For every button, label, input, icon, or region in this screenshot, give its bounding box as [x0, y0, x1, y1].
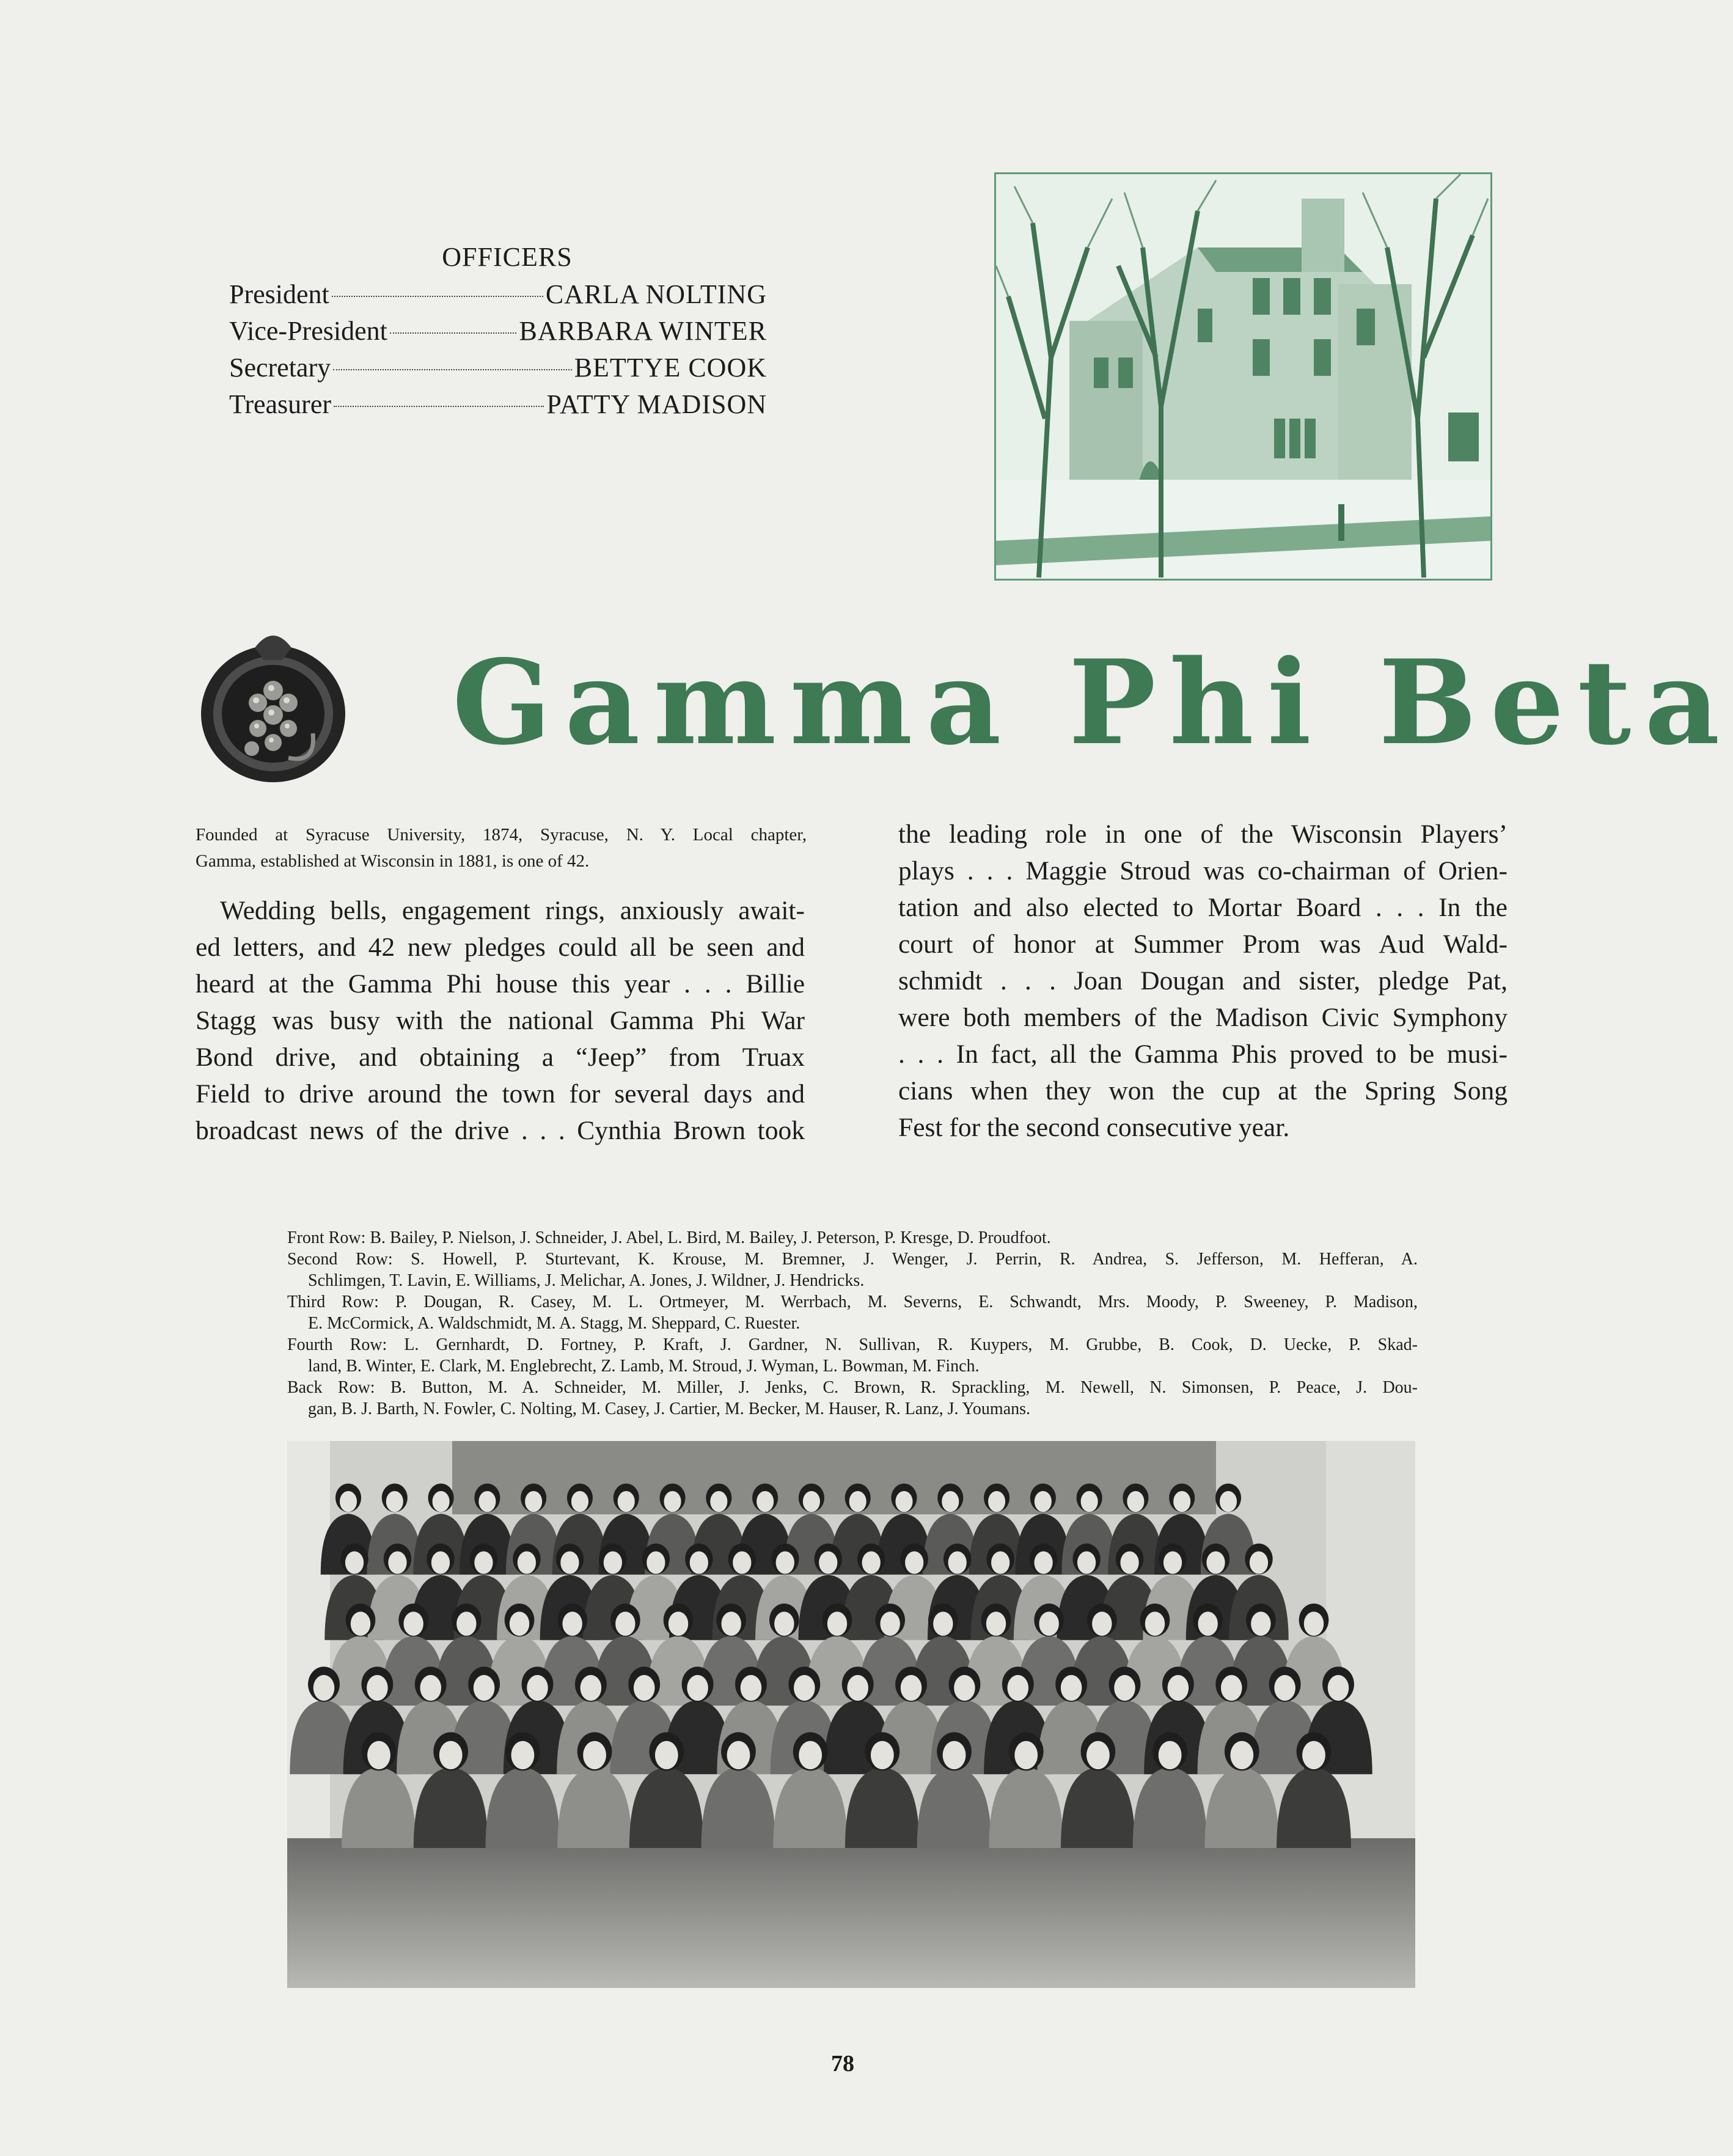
person-face — [943, 1741, 966, 1769]
person-face — [1163, 1552, 1182, 1574]
house-illustration — [996, 174, 1490, 579]
person-face — [847, 1675, 868, 1701]
person-face — [1127, 1491, 1144, 1512]
dotted-leader — [390, 332, 517, 334]
person-face — [776, 1552, 794, 1574]
officer-role: Treasurer — [229, 389, 331, 419]
caption-line: Schlimgen, T. Lavin, E. Williams, J. Melichar, A. Jones, J. Wildner, J. Hendricks. — [308, 1271, 865, 1290]
body-line: broadcast news of the drive . . . Cynthia Brown took — [196, 1116, 805, 1145]
person-face — [367, 1675, 388, 1701]
body-line: Fest for the second consecutive year. — [898, 1113, 1290, 1142]
person-face — [581, 1675, 602, 1701]
person-face — [634, 1675, 655, 1701]
person-face — [1274, 1675, 1295, 1701]
person-face — [901, 1675, 922, 1701]
person-face — [664, 1491, 681, 1512]
person-face — [862, 1552, 881, 1574]
person-face — [403, 1612, 423, 1636]
caption-line: Second Row: S. Howell, P. Sturtevant, K. Krouse, M. Bremner, J. Wenger, J. Perrin, R. Andrea, S. Jefferson, M. Hefferan, A. — [287, 1250, 1418, 1269]
body-line: tation and also elected to Mortar Board . . . In the — [898, 893, 1508, 922]
person-face — [1198, 1612, 1217, 1636]
person-face — [510, 1612, 529, 1636]
person-face — [562, 1612, 582, 1636]
person-face — [710, 1491, 727, 1512]
body-line: the leading role in one of the Wisconsin Players’ — [898, 820, 1508, 849]
person-face — [669, 1612, 688, 1636]
person-face — [1250, 1552, 1268, 1574]
person-face — [721, 1612, 741, 1636]
person-face — [1304, 1612, 1324, 1636]
person-face — [1302, 1741, 1325, 1769]
person-face — [313, 1675, 335, 1701]
person-face — [1034, 1552, 1052, 1574]
person-face — [1092, 1612, 1112, 1636]
dotted-leader — [334, 406, 544, 407]
person-face — [386, 1491, 403, 1512]
body-line: schmidt . . . Joan Dougan and sister, pledge Pat, — [898, 966, 1508, 996]
founded-line-2: Gamma, established at Wisconsin in 1881, is one of 42. — [196, 851, 590, 871]
page-title: Gamma Phi Beta — [452, 634, 1733, 771]
person-face — [1168, 1675, 1189, 1701]
officer-row-secretary — [229, 350, 767, 386]
person-face — [583, 1741, 606, 1769]
person-face — [988, 1491, 1005, 1512]
officer-name: BARBARA WINTER — [519, 316, 767, 346]
person-face — [474, 1675, 495, 1701]
person-face — [1159, 1741, 1182, 1769]
body-line: Field to drive around the town for several days and — [196, 1079, 805, 1109]
person-face — [1077, 1552, 1096, 1574]
officer-name: PATTY MADISON — [546, 389, 767, 419]
body-line: plays . . . Maggie Stroud was co-chairman of Orien- — [898, 856, 1508, 886]
person-face — [1035, 1491, 1052, 1512]
person-face — [340, 1491, 357, 1512]
person-face — [774, 1612, 794, 1636]
group-photo-caption — [287, 1227, 1418, 1420]
body-line: Wedding bells, engagement rings, anxiously await- — [220, 896, 805, 925]
person-face — [986, 1612, 1006, 1636]
officers-block — [229, 241, 767, 423]
person-face — [478, 1491, 496, 1512]
officer-row-vice-president — [229, 313, 767, 350]
body-line: ed letters, and 42 new pledges could all be seen and — [196, 933, 805, 962]
person-face — [827, 1612, 847, 1636]
chapter-house-photo — [994, 172, 1492, 581]
person-face — [849, 1491, 866, 1512]
person-face — [1251, 1612, 1270, 1636]
body-column-right — [898, 816, 1508, 1146]
person-face — [367, 1741, 390, 1769]
officers-heading: OFFICERS — [442, 242, 573, 272]
body-line: court of honor at Summer Prom was Aud Wald- — [898, 930, 1508, 959]
person-face — [733, 1552, 751, 1574]
person-face — [1221, 1675, 1242, 1701]
person-face — [647, 1552, 665, 1574]
person-face — [604, 1552, 622, 1574]
person-face — [1081, 1491, 1098, 1512]
person-face — [1086, 1741, 1110, 1769]
person-face — [1230, 1741, 1253, 1769]
person-face — [1120, 1552, 1138, 1574]
page-number: 78 — [831, 2051, 854, 2077]
person-face — [819, 1552, 837, 1574]
person-face — [1145, 1612, 1165, 1636]
person-face — [871, 1741, 894, 1769]
person-face — [1328, 1675, 1349, 1701]
person-face — [1220, 1491, 1237, 1512]
body-line: were both members of the Madison Civic Symphony — [898, 1003, 1508, 1032]
person-face — [456, 1612, 476, 1636]
person-face — [942, 1491, 959, 1512]
person-face — [741, 1675, 762, 1701]
person-face — [511, 1741, 534, 1769]
person-face — [615, 1612, 635, 1636]
group-photo — [287, 1441, 1415, 1988]
person-face — [527, 1675, 548, 1701]
caption-line: Fourth Row: L. Gernhardt, D. Fortney, P. Kraft, J. Gardner, N. Sullivan, R. Kuypers, M. Grubbe, B. Cook, D. Uecke, P. Skad- — [287, 1335, 1418, 1354]
person-face — [895, 1491, 912, 1512]
person-face — [948, 1552, 967, 1574]
dotted-leader — [333, 369, 572, 370]
caption-line: Third Row: P. Dougan, R. Casey, M. L. Ortmeyer, M. Werrbach, M. Severns, E. Schwandt, Mrs. Moody, P. Sweeney, P. Madison, — [287, 1292, 1418, 1311]
person-face — [880, 1612, 899, 1636]
body-line: . . . In fact, all the Gamma Phis proved to be musi- — [898, 1040, 1508, 1069]
person-face — [803, 1491, 820, 1512]
person-face — [431, 1552, 450, 1574]
body-line: Bond drive, and obtaining a “Jeep” from Truax — [196, 1043, 805, 1072]
person-face — [687, 1675, 708, 1701]
person-face — [345, 1552, 364, 1574]
officer-row-treasurer — [229, 386, 767, 423]
person-face — [571, 1491, 588, 1512]
person-face — [525, 1491, 542, 1512]
officer-role: President — [229, 279, 329, 309]
officer-role: Secretary — [229, 353, 331, 383]
founded-line-1: Founded at Syracuse University, 1874, Syracuse, N. Y. Local chapter, — [196, 825, 807, 845]
caption-line: land, B. Winter, E. Clark, M. Englebrecht, Z. Lamb, M. Stroud, J. Wyman, L. Bowman, M. Finch. — [308, 1357, 980, 1376]
person-face — [1039, 1612, 1058, 1636]
person-face — [933, 1612, 953, 1636]
officer-name: BETTYE COOK — [574, 353, 767, 383]
person-face — [1173, 1491, 1190, 1512]
group-photo-illustration — [287, 1441, 1415, 1988]
dotted-leader — [332, 296, 543, 297]
person-face — [1008, 1675, 1029, 1701]
person-face — [991, 1552, 1009, 1574]
person-face — [420, 1675, 441, 1701]
person-face — [799, 1741, 822, 1769]
person-face — [1114, 1675, 1135, 1701]
person-face — [905, 1552, 923, 1574]
caption-line: E. McCormick, A. Waldschmidt, M. A. Stagg, M. Sheppard, C. Ruester. — [308, 1314, 801, 1333]
person-face — [474, 1552, 493, 1574]
body-column-left — [196, 892, 805, 1149]
person-face — [1061, 1675, 1082, 1701]
officer-row-president — [229, 276, 767, 313]
person-face — [433, 1491, 450, 1512]
body-line: Stagg was busy with the national Gamma Phi War — [196, 1006, 805, 1035]
caption-line: gan, B. J. Barth, N. Fowler, C. Nolting, M. Casey, J. Cartier, M. Becker, M. Hauser, R. Lanz, J. Youmans. — [308, 1399, 1031, 1418]
body-line: cians when they won the cup at the Spring Song — [898, 1076, 1508, 1106]
officer-name: CARLA NOLTING — [545, 279, 767, 309]
person-face — [954, 1675, 975, 1701]
person-face — [1014, 1741, 1038, 1769]
person-face — [757, 1491, 774, 1512]
person-face — [727, 1741, 750, 1769]
person-face — [1206, 1552, 1225, 1574]
person-face — [351, 1612, 370, 1636]
person-face — [560, 1552, 579, 1574]
person-face — [518, 1552, 536, 1574]
gamma-phi-beta-crest-icon — [197, 623, 350, 787]
person-face — [388, 1552, 406, 1574]
body-line: heard at the Gamma Phi house this year . . . Billie — [196, 969, 805, 999]
person-face — [690, 1552, 708, 1574]
officer-role: Vice-President — [229, 316, 387, 346]
person-face — [618, 1491, 635, 1512]
person-face — [439, 1741, 463, 1769]
person-face — [794, 1675, 815, 1701]
caption-line: Back Row: B. Button, M. A. Schneider, M. Miller, J. Jenks, C. Brown, R. Sprackling, M. Newell, N. Simonsen, P. Peace, J. Dou- — [287, 1378, 1418, 1397]
caption-line: Front Row: B. Bailey, P. Nielson, J. Schneider, J. Abel, L. Bird, M. Bailey, J. Peterson, P. Kresge, D. Proudfoot. — [287, 1228, 1051, 1247]
person-face — [655, 1741, 678, 1769]
